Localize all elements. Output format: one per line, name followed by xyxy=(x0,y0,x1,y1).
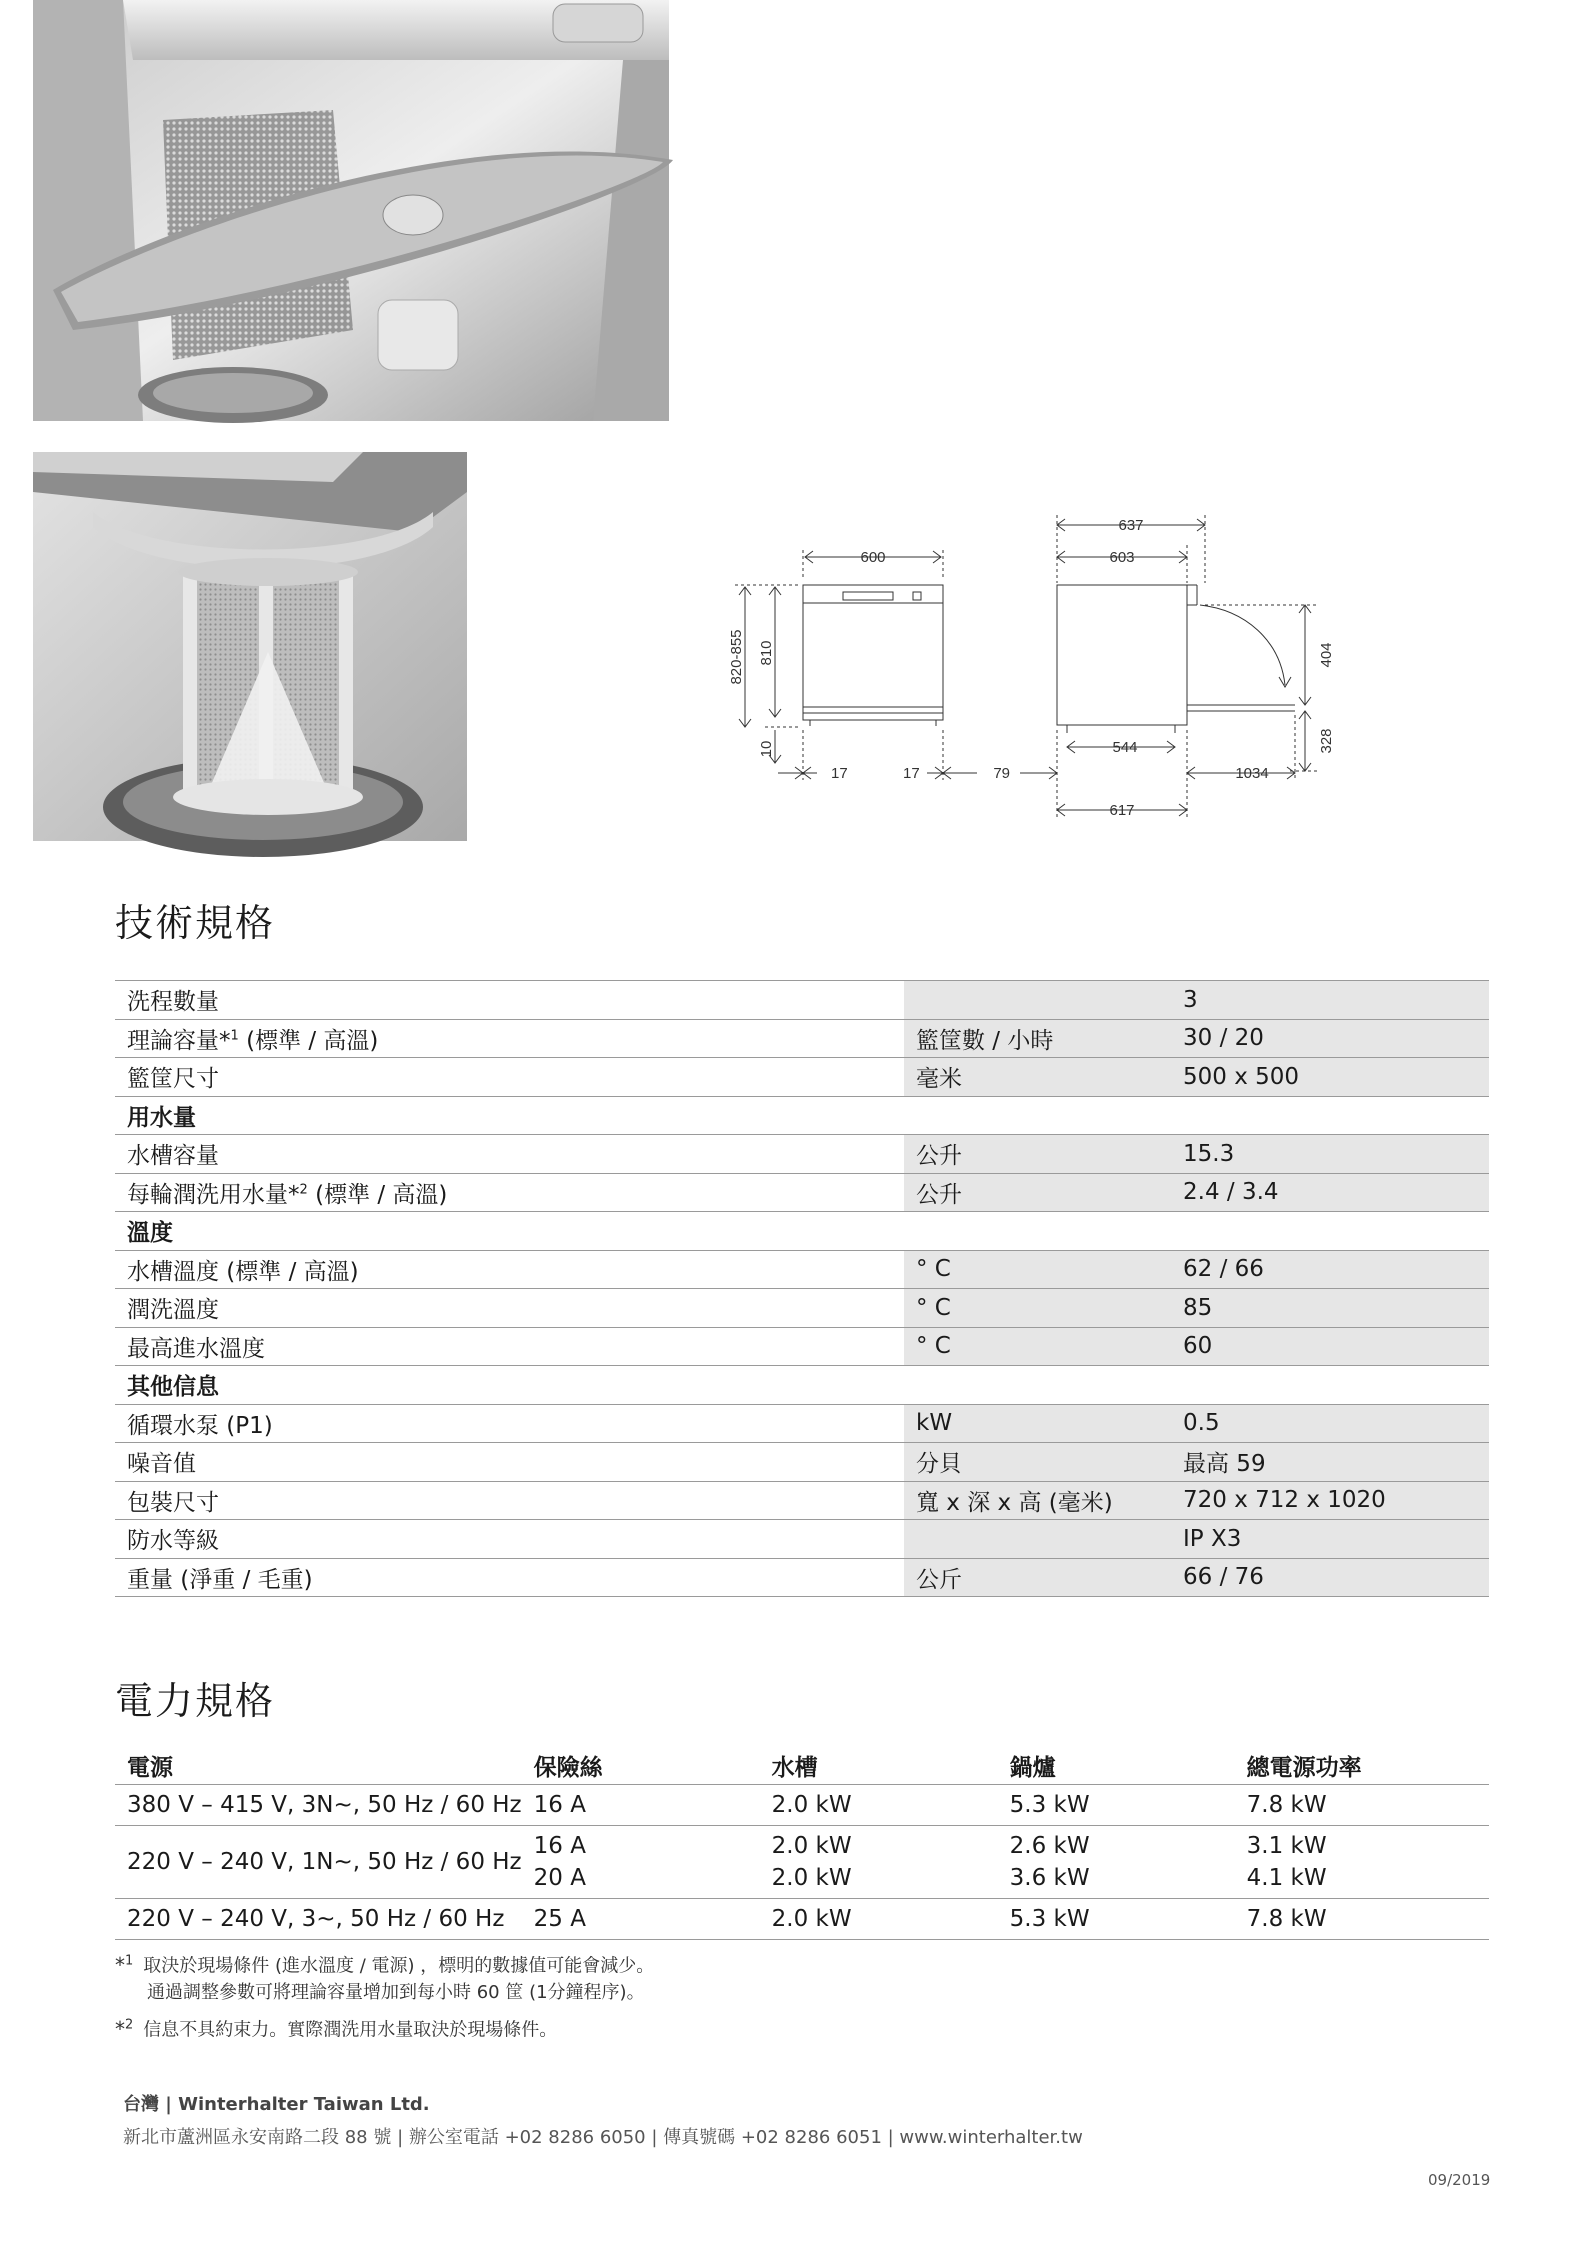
spec-row xyxy=(115,981,1489,1020)
col-header-tank: 水槽 xyxy=(760,1746,998,1785)
spec-unit: ° C xyxy=(904,1250,1138,1289)
dim-body-depth: 603 xyxy=(1109,549,1135,566)
spec-row xyxy=(115,1173,1489,1212)
spec-value: 500 x 500 xyxy=(1138,1058,1489,1097)
document-date: 09/2019 xyxy=(1428,2171,1491,2189)
spec-row xyxy=(115,1481,1489,1520)
spec-value: 62 / 66 xyxy=(1138,1250,1489,1289)
spec-label: 水槽溫度 (標準 / 高溫) xyxy=(115,1250,904,1289)
power-source: 220 V – 240 V, 3~, 50 Hz / 60 Hz xyxy=(115,1899,522,1940)
power-row xyxy=(115,1785,1489,1826)
power-tank-value: 2.0 kW xyxy=(771,1906,852,1932)
footnote-2: *$^2$ 信息不具約束力。實際潤洗用水量取決於現場條件。 xyxy=(115,2016,558,2041)
spec-section-label: 其他信息 xyxy=(115,1366,904,1405)
dim-door-h2: 328 xyxy=(1318,728,1335,754)
power-tank-value: 2.0 kW xyxy=(771,1833,852,1859)
spec-row xyxy=(115,1520,1489,1559)
spec-section-empty xyxy=(1138,1096,1489,1135)
spec-row xyxy=(115,1404,1489,1443)
spec-value: 720 x 712 x 1020 xyxy=(1138,1481,1489,1520)
spec-value: 85 xyxy=(1138,1289,1489,1328)
spec-label: 水槽容量 xyxy=(115,1135,904,1174)
power-total-value: 7.8 kW xyxy=(1246,1906,1327,1932)
spec-unit: 公斤 xyxy=(904,1558,1138,1597)
power-tank-value: 2.0 kW xyxy=(771,1792,852,1818)
power-source: 380 V – 415 V, 3N~, 50 Hz / 60 Hz xyxy=(115,1785,522,1826)
spec-unit: 寬 x 深 x 高 (毫米) xyxy=(904,1481,1138,1520)
power-fuse-value: 20 A xyxy=(533,1865,586,1891)
power-boiler-value: 2.6 kW xyxy=(1009,1833,1090,1859)
spec-value: 2.4 / 3.4 xyxy=(1138,1173,1489,1212)
spec-unit: 分貝 xyxy=(904,1443,1138,1482)
power-total-value: 7.8 kW xyxy=(1246,1792,1327,1818)
spec-label: 最高進水溫度 xyxy=(115,1327,904,1366)
spec-unit: 毫米 xyxy=(904,1058,1138,1097)
power-total xyxy=(1235,1899,1489,1940)
power-total-value: 3.1 kW xyxy=(1246,1833,1327,1859)
power-total xyxy=(1235,1826,1489,1899)
spec-unit: ° C xyxy=(904,1327,1138,1366)
dim-door-h1: 404 xyxy=(1318,642,1335,668)
spec-label: 洗程數量 xyxy=(115,981,904,1020)
spec-row xyxy=(115,1327,1489,1366)
power-fuse xyxy=(522,1785,760,1826)
spec-section-empty xyxy=(1138,1212,1489,1251)
power-fuse-value: 16 A xyxy=(533,1833,586,1859)
spec-value: IP X3 xyxy=(1138,1520,1489,1559)
strainer-filter-photo xyxy=(33,452,467,841)
footnote-1: *$^1$ 取決於現場條件 (進水溫度 / 電源) ，標明的數據值可能會減少。 通過調整參數可將理論容量增加到每小時 60 筐 (1分鐘程序)。 xyxy=(115,1948,654,2006)
power-fuse xyxy=(522,1826,760,1899)
col-header-fuse: 保險絲 xyxy=(522,1746,760,1785)
power-tank xyxy=(760,1826,998,1899)
spec-row xyxy=(115,1558,1489,1597)
tech-spec-table xyxy=(115,980,1489,1597)
spec-row xyxy=(115,1443,1489,1482)
spec-value: 0.5 xyxy=(1138,1404,1489,1443)
spec-label: 重量 (淨重 / 毛重) xyxy=(115,1558,904,1597)
spec-row xyxy=(115,1250,1489,1289)
spec-label: 每輪潤洗用水量*$^2$ (標準 / 高溫) xyxy=(115,1173,904,1212)
power-boiler xyxy=(998,1826,1235,1899)
spec-value: 15.3 xyxy=(1138,1135,1489,1174)
spec-value: 66 / 76 xyxy=(1138,1558,1489,1597)
dim-front-foot: 10 xyxy=(758,740,775,758)
power-boiler-value: 5.3 kW xyxy=(1009,1792,1090,1818)
spec-unit: kW xyxy=(904,1404,1138,1443)
dim-total-depth: 637 xyxy=(1118,517,1144,534)
power-boiler xyxy=(998,1899,1235,1940)
spec-section-row xyxy=(115,1366,1489,1405)
spec-row xyxy=(115,1058,1489,1097)
spec-section-row xyxy=(115,1096,1489,1135)
footnote-1-line-1: 取決於現場條件 (進水溫度 / 電源) ，標明的數據值可能會減少。 xyxy=(143,1955,655,1977)
power-tank xyxy=(760,1785,998,1826)
col-header-total: 總電源功率 xyxy=(1235,1746,1489,1785)
spec-row xyxy=(115,1019,1489,1058)
spec-unit: ° C xyxy=(904,1289,1138,1328)
spec-section-empty xyxy=(904,1366,1138,1405)
power-row xyxy=(115,1899,1489,1940)
dim-front-width: 600 xyxy=(860,549,886,566)
spec-label: 噪音值 xyxy=(115,1443,904,1482)
spec-value: 30 / 20 xyxy=(1138,1019,1489,1058)
dimension-diagram xyxy=(705,505,1335,890)
company-name: 台灣 | Winterhalter Taiwan Ltd. xyxy=(123,2094,430,2115)
spec-label: 籃筐尺寸 xyxy=(115,1058,904,1097)
power-boiler-value: 3.6 kW xyxy=(1009,1865,1090,1891)
col-header-source: 電源 xyxy=(115,1746,522,1785)
dim-left-margin: 17 xyxy=(831,765,848,782)
col-header-boiler: 鍋爐 xyxy=(998,1746,1235,1785)
spec-value: 最高 59 xyxy=(1138,1443,1489,1482)
company-address: 新北市蘆洲區永安南路二段 88 號 | 辦公室電話 +02 8286 6050 | 傳真號碼 +02 8286 6051 | www.winterhalter.tw xyxy=(123,2127,1083,2148)
power-source: 220 V – 240 V, 1N~, 50 Hz / 60 Hz xyxy=(115,1826,522,1899)
power-fuse xyxy=(522,1899,760,1940)
power-total-value: 4.1 kW xyxy=(1246,1865,1327,1891)
power-spec-title: 電力規格 xyxy=(115,1679,276,1723)
spec-section-label: 用水量 xyxy=(115,1096,904,1135)
spec-label: 理論容量*$^1$ (標準 / 高溫) xyxy=(115,1019,904,1058)
spec-unit: 公升 xyxy=(904,1173,1138,1212)
dim-right-margin: 17 xyxy=(903,765,920,782)
footnote-2-line-1: 信息不具約束力。實際潤洗用水量取決於現場條件。 xyxy=(143,2019,558,2041)
spec-section-empty xyxy=(1138,1366,1489,1405)
power-boiler xyxy=(998,1785,1235,1826)
tech-spec-title: 技術規格 xyxy=(115,901,276,945)
footnote-1-line-2: 通過調整參數可將理論容量增加到每小時 60 筐 (1分鐘程序)。 xyxy=(147,1981,645,2003)
spec-section-row xyxy=(115,1212,1489,1251)
spec-section-empty xyxy=(904,1096,1138,1135)
spec-section-label: 溫度 xyxy=(115,1212,904,1251)
power-tank-value: 2.0 kW xyxy=(771,1865,852,1891)
spec-label: 包裝尺寸 xyxy=(115,1481,904,1520)
power-total xyxy=(1235,1785,1489,1826)
spec-unit xyxy=(904,981,1138,1020)
power-row xyxy=(115,1826,1489,1899)
spec-value: 3 xyxy=(1138,981,1489,1020)
spec-label: 潤洗溫度 xyxy=(115,1289,904,1328)
dim-base-depth: 617 xyxy=(1109,802,1135,819)
dim-door-open: 1034 xyxy=(1235,765,1269,782)
spec-row xyxy=(115,1135,1489,1174)
dishwasher-interior-photo xyxy=(33,0,669,421)
dim-front-height: 810 xyxy=(758,640,775,666)
power-fuse-value: 16 A xyxy=(533,1792,586,1818)
dim-depth-bottom: 544 xyxy=(1112,739,1138,756)
spec-unit: 公升 xyxy=(904,1135,1138,1174)
power-boiler-value: 5.3 kW xyxy=(1009,1906,1090,1932)
power-fuse-value: 25 A xyxy=(533,1906,586,1932)
spec-unit xyxy=(904,1520,1138,1559)
spec-row xyxy=(115,1289,1489,1328)
spec-unit: 籃筐數 / 小時 xyxy=(904,1019,1138,1058)
spec-value: 60 xyxy=(1138,1327,1489,1366)
spec-label: 防水等級 xyxy=(115,1520,904,1559)
dim-offset: 79 xyxy=(993,765,1010,782)
power-tank xyxy=(760,1899,998,1940)
power-spec-table xyxy=(115,1746,1489,1940)
spec-section-empty xyxy=(904,1212,1138,1251)
spec-label: 循環水泵 (P1) xyxy=(115,1404,904,1443)
dim-front-height-range: 820-855 xyxy=(728,629,745,685)
